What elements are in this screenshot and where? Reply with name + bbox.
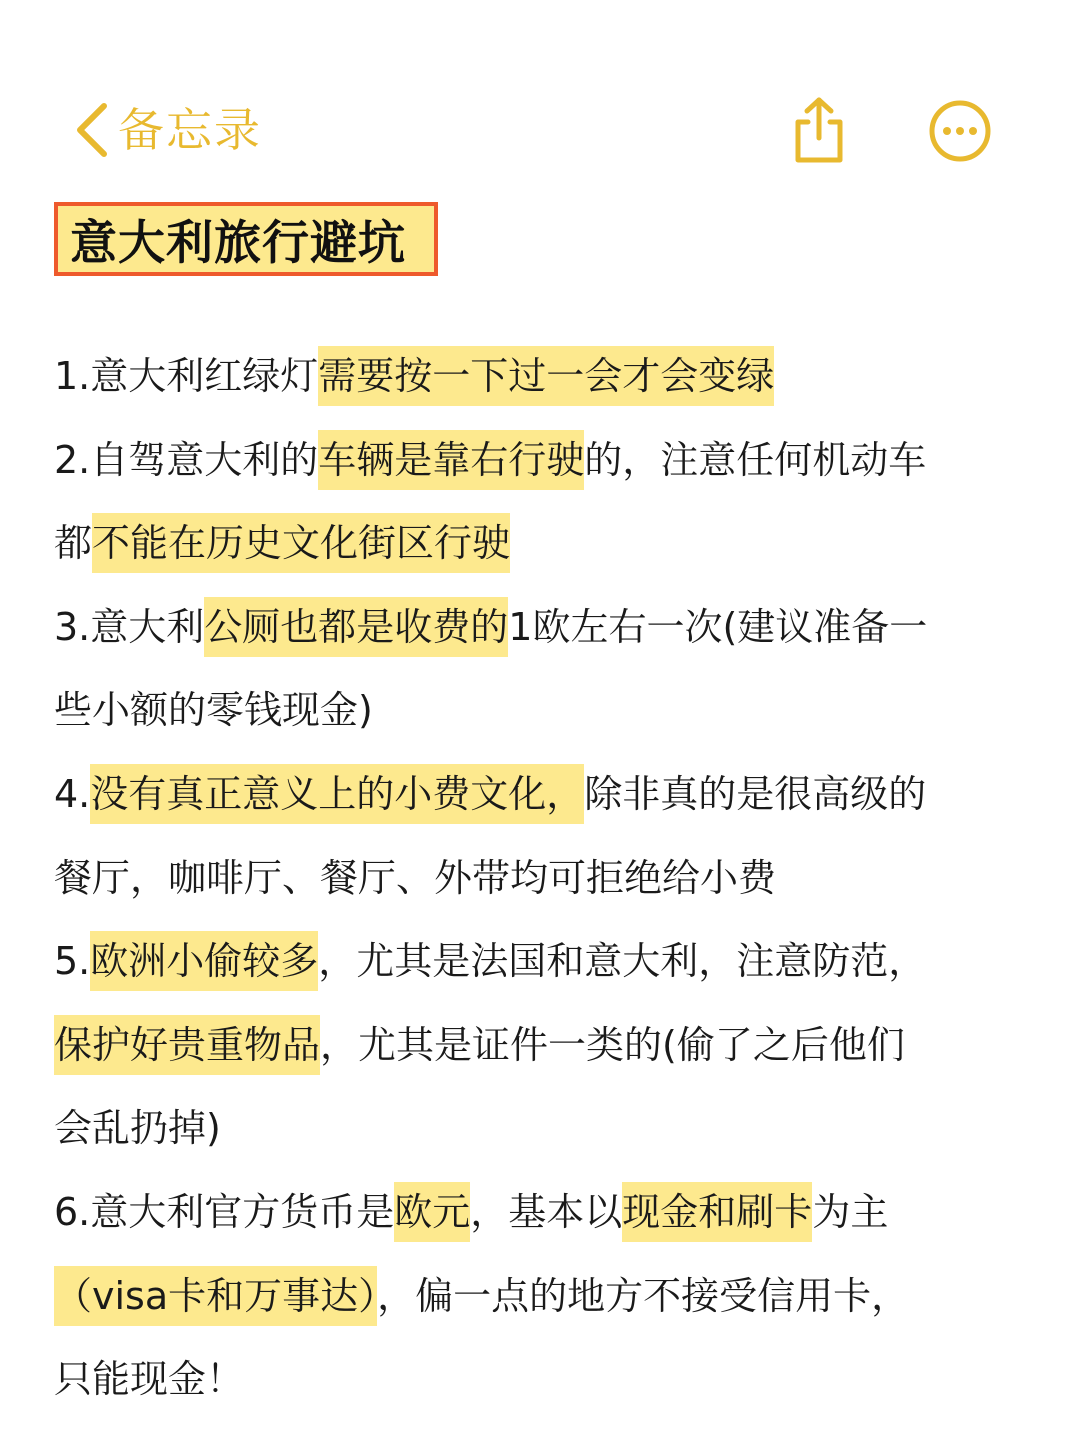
note-line <box>54 1086 221 1170</box>
note-text: 的，注意任何机动车 <box>584 438 927 482</box>
highlighted-text: 欧洲小偷较多 <box>90 931 318 991</box>
highlighted-text: 现金和刷卡 <box>622 1182 812 1242</box>
note-line <box>54 836 776 920</box>
note-line <box>54 1170 888 1254</box>
note-text: 1.意大利红绿灯 <box>54 354 319 398</box>
note-text: ，基本以 <box>470 1190 623 1234</box>
note-text: 为主 <box>812 1190 889 1234</box>
highlighted-text: 没有真正意义上的小费文化， <box>90 764 584 824</box>
highlighted-text: （visa卡和万事达） <box>54 1266 377 1326</box>
note-line <box>54 1003 905 1087</box>
note-text: 3.意大利 <box>54 605 205 649</box>
note-text: 餐厅，咖啡厅、餐厅、外带均可拒绝给小费 <box>54 856 777 900</box>
note-title: 意大利旅行避坑 <box>70 215 406 271</box>
note-text: 2.自驾意大利的 <box>54 438 319 482</box>
note-text: ，尤其是法国和意大利，注意防范， <box>318 939 927 983</box>
note-text: 5. <box>54 939 91 983</box>
note-line <box>54 585 927 669</box>
note-text: 都 <box>54 521 93 565</box>
note-text: 6.意大利官方货币是 <box>54 1190 395 1234</box>
highlighted-text: 欧元 <box>394 1182 470 1242</box>
note-line <box>54 501 510 585</box>
note-text: 1欧左右一次(建议准备一 <box>508 605 928 649</box>
note-line <box>54 919 926 1003</box>
note-line <box>54 752 926 836</box>
note-text: ，尤其是证件一类的(偷了之后他们 <box>320 1023 905 1067</box>
highlighted-text: 保护好贵重物品 <box>54 1015 320 1075</box>
note-text: 会乱扔掉) <box>54 1106 221 1150</box>
note-line <box>54 418 926 502</box>
highlighted-text: 需要按一下过一会才会变绿 <box>318 346 774 406</box>
highlighted-text: 不能在历史文化街区行驶 <box>92 513 510 573</box>
note-text: ，偏一点的地方不接受信用卡， <box>377 1274 910 1318</box>
back-label: 备忘录 <box>118 103 262 157</box>
note-text: 4. <box>54 772 91 816</box>
highlighted-text: 车辆是靠右行驶 <box>318 430 584 490</box>
note-text: 除非真的是很高级的 <box>584 772 927 816</box>
note-line <box>54 668 373 752</box>
note-line <box>54 1337 244 1421</box>
note-text: 些小额的零钱现金) <box>54 688 373 732</box>
note-text: 只能现金！ <box>54 1357 245 1401</box>
note-line <box>54 1254 909 1338</box>
note-line <box>54 334 774 418</box>
highlighted-text: 公厕也都是收费的 <box>204 597 508 657</box>
